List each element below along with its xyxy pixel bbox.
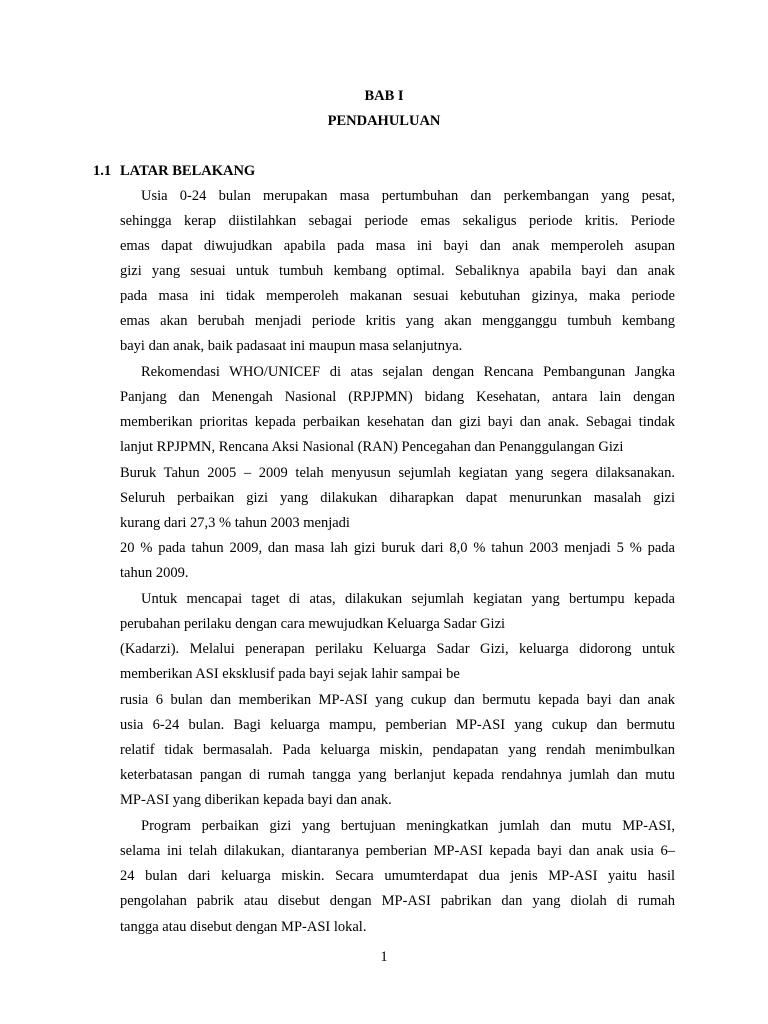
paragraph-line: emas akan berubah menjadi periode kritis yang akan mengganggu tumbuh kembang — [120, 313, 675, 329]
paragraph-line: rusia 6 bulan dan memberikan MP-ASI yang cukup dan bermutu kepada bayi dan anak — [120, 692, 675, 708]
paragraph-line: pada masa ini tidak memperoleh makanan sesuai kebutuhan gizinya, maka periode — [120, 288, 675, 304]
paragraph-line: sehingga kerap diistilahkan sebagai periode emas sekaligus periode kritis. Periode — [120, 213, 675, 229]
paragraph-line: 24 bulan dari keluarga miskin. Secara umumterdapat dua jenis MP-ASI yaitu hasil — [120, 868, 675, 884]
paragraph-line: Panjang dan Menengah Nasional (RPJPMN) bidang Kesehatan, antara lain dengan — [120, 389, 675, 405]
section-heading — [93, 161, 255, 181]
paragraph-line: tahun 2009. — [120, 565, 189, 581]
page-number: 1 — [380, 949, 388, 965]
paragraph-line: tangga atau disebut dengan MP-ASI lokal. — [120, 919, 367, 935]
paragraph-line: gizi yang sesuai untuk tumbuh kembang optimal. Sebaliknya apabila bayi dan anak — [120, 263, 675, 279]
section-title: LATAR BELAKANG — [120, 163, 256, 179]
paragraph-line: Untuk mencapai taget di atas, dilakukan sejumlah kegiatan yang bertumpu kepada — [141, 591, 675, 607]
paragraph-line: (Kadarzi). Melalui penerapan perilaku Keluarga Sadar Gizi, keluarga didorong untuk — [120, 641, 675, 657]
paragraph-line: usia 6-24 bulan. Bagi keluarga mampu, pemberian MP-ASI yang cukup dan bermutu — [120, 717, 675, 733]
paragraph-line: lanjut RPJPMN, Rencana Aksi Nasional (RAN) Pencegahan dan Penanggulangan Gizi — [120, 439, 624, 455]
paragraph-line: memberikan prioritas kepada perbaikan kesehatan dan gizi bayi dan anak. Sebagai tindak — [120, 414, 675, 430]
paragraph-line: selama ini telah dilakukan, diantaranya pemberian MP-ASI kepada bayi dan anak usia 6– — [120, 843, 675, 859]
paragraph-line: kurang dari 27,3 % tahun 2003 menjadi — [120, 515, 350, 531]
paragraph-line: memberikan ASI eksklusif pada bayi sejak lahir sampai be — [120, 666, 460, 682]
paragraph-line: pengolahan pabrik atau disebut dengan MP-ASI pabrikan dan yang diolah di rumah — [120, 893, 675, 909]
paragraph-line: keterbatasan pangan di rumah tangga yang berlanjut kepada rendahnya jumlah dan mutu — [120, 767, 675, 783]
paragraph-line: Buruk Tahun 2005 – 2009 telah menyusun sejumlah kegiatan yang segera dilaksanakan. — [120, 465, 675, 481]
chapter-title: PENDAHULUAN — [327, 113, 441, 129]
chapter-number: BAB I — [364, 88, 404, 104]
paragraph-line: emas dapat diwujudkan apabila pada masa ini bayi dan anak memperoleh asupan — [120, 238, 675, 254]
paragraph-line: Program perbaikan gizi yang bertujuan meningkatkan jumlah dan mutu MP-ASI, — [141, 818, 675, 834]
paragraph-line: bayi dan anak, baik padasaat ini maupun masa selanjutnya. — [120, 338, 463, 354]
section-number: 1.1 — [93, 163, 112, 179]
paragraph-line: Usia 0-24 bulan merupakan masa pertumbuhan dan perkembangan yang pesat, — [141, 188, 675, 204]
paragraph-line: Rekomendasi WHO/UNICEF di atas sejalan dengan Rencana Pembangunan Jangka — [141, 364, 675, 380]
paragraph-line: 20 % pada tahun 2009, dan masa lah gizi buruk dari 8,0 % tahun 2003 menjadi 5 % pada — [120, 540, 675, 556]
paragraph-line: relatif tidak bermasalah. Pada keluarga miskin, pendapatan yang rendah menimbulkan — [120, 742, 675, 758]
paragraph-line: MP-ASI yang diberikan kepada bayi dan anak. — [120, 792, 392, 808]
paragraph-line: Seluruh perbaikan gizi yang dilakukan diharapkan dapat menurunkan masalah gizi — [120, 490, 675, 506]
paragraph-line: perubahan perilaku dengan cara mewujudkan Keluarga Sadar Gizi — [120, 616, 506, 632]
